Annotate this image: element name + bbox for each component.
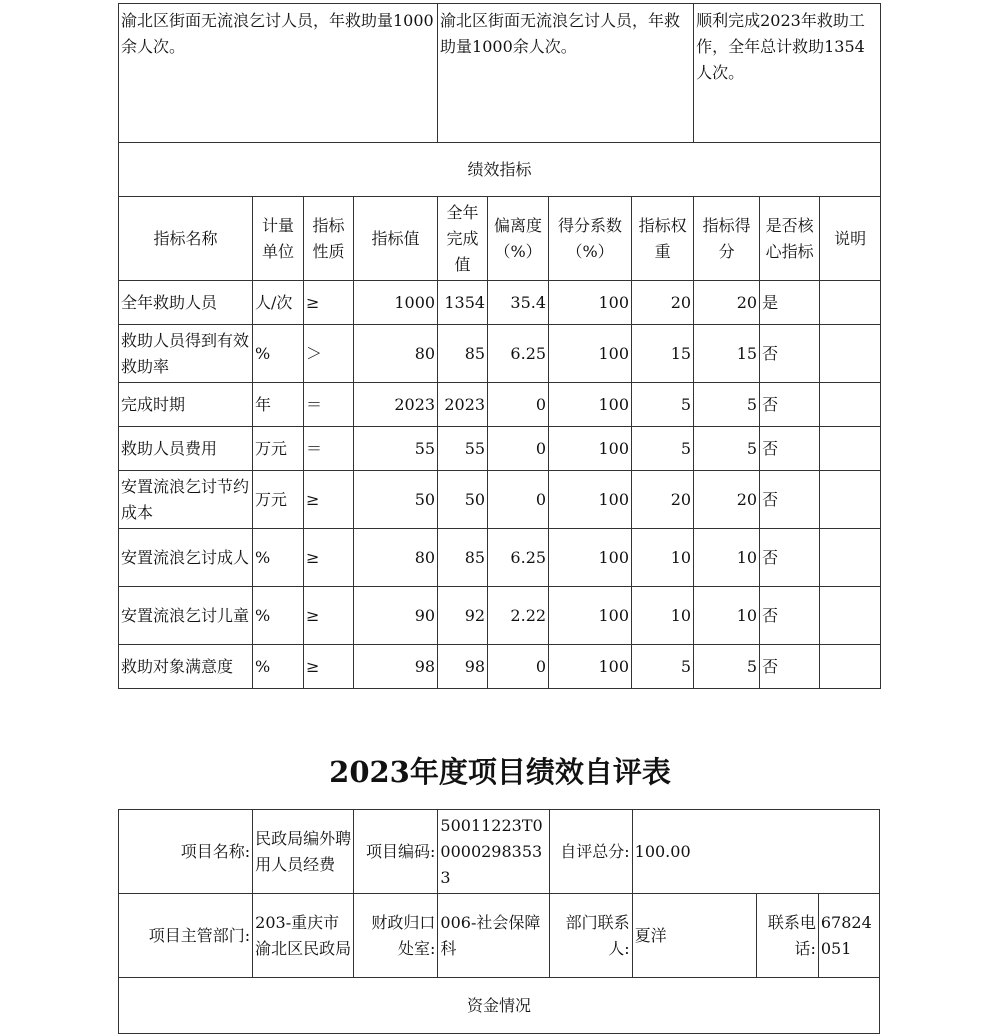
cell-score: 5 [694,645,760,689]
cell-deviation: 6.25 [488,529,549,587]
cell-core: 否 [760,471,820,529]
cell-note [820,529,881,587]
cell-target: 50 [354,471,438,529]
cell-unit: 万元 [253,427,304,471]
cell-weight: 5 [632,427,694,471]
project-name-label: 项目名称: [119,810,253,894]
performance-indicators-table [118,3,881,689]
project-info-table [118,809,880,1034]
cell-coef: 100 [549,281,632,325]
cell-coef: 100 [549,383,632,427]
header-row [119,197,881,281]
cell-note [820,471,881,529]
goal-cell-2: 渝北区街面无流浪乞讨人员，年救助量1000余人次。 [438,4,694,143]
header-cell: 指标名称 [119,197,253,281]
cell-deviation: 0 [488,427,549,471]
cell-weight: 10 [632,529,694,587]
cell-name: 安置流浪乞讨成人 [119,529,253,587]
header-cell: 指标性质 [304,197,354,281]
contact-value: 夏洋 [632,894,756,978]
cell-deviation: 6.25 [488,325,549,383]
cell-score: 15 [694,325,760,383]
project-row-2 [119,894,880,978]
table-row [119,325,881,383]
cell-core: 否 [760,325,820,383]
header-cell: 是否核心指标 [760,197,820,281]
cell-actual: 85 [438,529,488,587]
cell-weight: 15 [632,325,694,383]
cell-actual: 92 [438,587,488,645]
cell-target: 80 [354,529,438,587]
phone-label: 联系电话: [756,894,818,978]
header-cell: 全年完成值 [438,197,488,281]
header-cell: 说明 [820,197,881,281]
cell-actual: 98 [438,645,488,689]
project-name-value: 民政局编外聘用人员经费 [253,810,354,894]
cell-target: 1000 [354,281,438,325]
cell-coef: 100 [549,529,632,587]
cell-target: 55 [354,427,438,471]
cell-score: 10 [694,529,760,587]
cell-core: 否 [760,645,820,689]
goal-cell-3: 顺利完成2023年救助工作，全年总计救助1354人次。 [694,4,881,143]
dept-label: 项目主管部门: [119,894,253,978]
cell-deviation: 0 [488,383,549,427]
form-title: 2023年度项目绩效自评表 [329,755,671,789]
cell-score: 20 [694,281,760,325]
cell-name: 安置流浪乞讨儿童 [119,587,253,645]
cell-coef: 100 [549,427,632,471]
cell-coef: 100 [549,471,632,529]
cell-nature: ≥ [304,471,354,529]
header-cell: 指标值 [354,197,438,281]
cell-coef: 100 [549,587,632,645]
cell-target: 2023 [354,383,438,427]
cell-target: 90 [354,587,438,645]
self-score-label: 自评总分: [549,810,632,894]
cell-coef: 100 [549,325,632,383]
cell-weight: 5 [632,645,694,689]
cell-unit: % [253,529,304,587]
cell-score: 5 [694,427,760,471]
cell-core: 否 [760,427,820,471]
cell-unit: 年 [253,383,304,427]
cell-score: 20 [694,471,760,529]
project-code-label: 项目编码: [354,810,438,894]
cell-nature: ≥ [304,645,354,689]
header-cell: 得分系数（%） [549,197,632,281]
cell-note [820,281,881,325]
cell-note [820,645,881,689]
cell-score: 10 [694,587,760,645]
cell-core: 否 [760,587,820,645]
contact-label: 部门联系人: [549,894,632,978]
cell-actual: 50 [438,471,488,529]
cell-name: 救助人员得到有效救助率 [119,325,253,383]
cell-name: 全年救助人员 [119,281,253,325]
cell-name: 救助人员费用 [119,427,253,471]
cell-note [820,325,881,383]
cell-name: 完成时期 [119,383,253,427]
cell-deviation: 0 [488,645,549,689]
cell-deviation: 0 [488,471,549,529]
project-code-value: 50011223T000002983533 [438,810,549,894]
cell-unit: % [253,587,304,645]
cell-weight: 20 [632,281,694,325]
cell-actual: 85 [438,325,488,383]
project-row-1 [119,810,880,894]
cell-target: 98 [354,645,438,689]
cell-note [820,383,881,427]
phone-value: 67824051 [818,894,879,978]
self-score-value: 100.00 [632,810,879,894]
table-row [119,587,881,645]
dept-value: 203-重庆市渝北区民政局 [253,894,354,978]
cell-unit: % [253,645,304,689]
table-row [119,471,881,529]
finance-label: 财政归口处室: [354,894,438,978]
cell-weight: 20 [632,471,694,529]
cell-score: 5 [694,383,760,427]
cell-nature: ≥ [304,529,354,587]
cell-actual: 2023 [438,383,488,427]
funds-title: 资金情况 [119,978,880,1034]
cell-nature: ≥ [304,587,354,645]
cell-deviation: 35.4 [488,281,549,325]
cell-weight: 5 [632,383,694,427]
header-cell: 计量单位 [253,197,304,281]
cell-note [820,587,881,645]
cell-coef: 100 [549,645,632,689]
cell-core: 否 [760,529,820,587]
table-row [119,383,881,427]
cell-nature: ＝ [304,427,354,471]
table-row [119,427,881,471]
cell-name: 安置流浪乞讨节约成本 [119,471,253,529]
header-cell: 偏离度（%） [488,197,549,281]
cell-weight: 10 [632,587,694,645]
cell-unit: % [253,325,304,383]
cell-name: 救助对象满意度 [119,645,253,689]
table-row [119,645,881,689]
indicator-rows [119,281,881,689]
cell-deviation: 2.22 [488,587,549,645]
cell-note [820,427,881,471]
goal-cell-1: 渝北区街面无流浪乞讨人员，年救助量1000余人次。 [119,4,438,143]
indicators-title: 绩效指标 [119,143,881,197]
cell-nature: ≥ [304,281,354,325]
header-cell: 指标权重 [632,197,694,281]
table-row [119,281,881,325]
section-title-row [119,143,881,197]
cell-actual: 1354 [438,281,488,325]
cell-unit: 人/次 [253,281,304,325]
funds-row [119,978,880,1034]
goal-row [119,4,881,143]
cell-unit: 万元 [253,471,304,529]
cell-actual: 55 [438,427,488,471]
cell-target: 80 [354,325,438,383]
header-cell: 指标得分 [694,197,760,281]
finance-value: 006-社会保障科 [438,894,549,978]
cell-nature: ＝ [304,383,354,427]
cell-nature: ＞ [304,325,354,383]
table-row [119,529,881,587]
cell-core: 否 [760,383,820,427]
cell-core: 是 [760,281,820,325]
